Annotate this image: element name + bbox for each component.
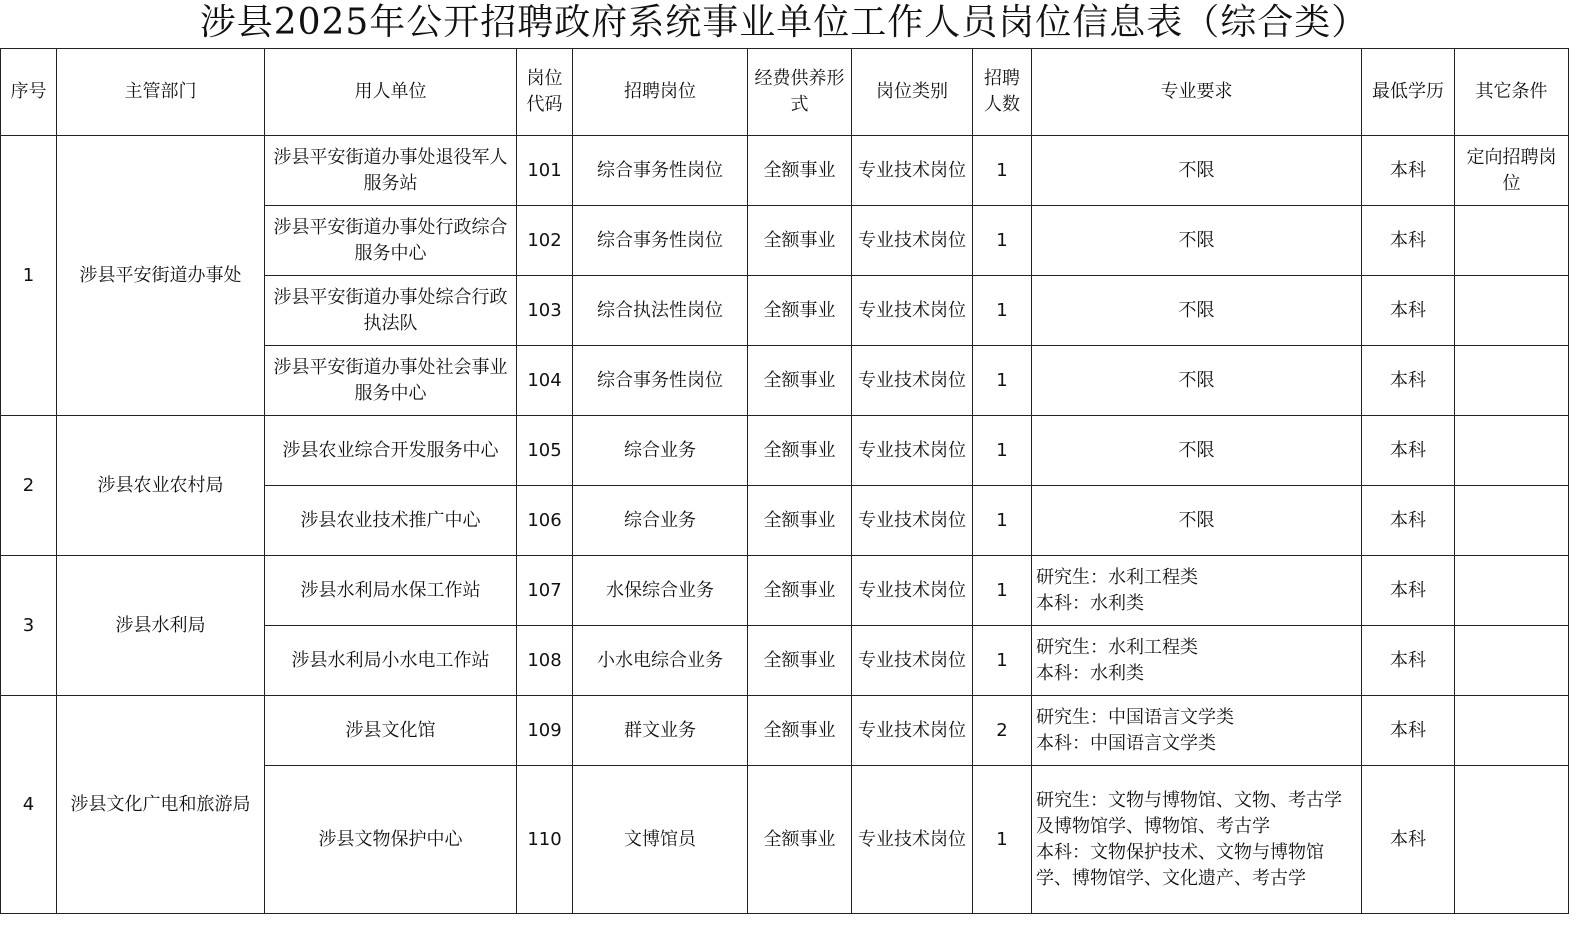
other-cell — [1455, 416, 1569, 486]
unit-cell: 涉县平安街道办事处退役军人服务站 — [265, 136, 517, 206]
post-cell: 综合事务性岗位 — [573, 136, 748, 206]
seq-cell: 4 — [1, 696, 57, 914]
dept-cell: 涉县水利局 — [57, 556, 265, 696]
major-cell: 不限 — [1032, 416, 1362, 486]
other-cell — [1455, 696, 1569, 766]
funding-cell: 全额事业 — [748, 206, 852, 276]
code-cell: 108 — [517, 626, 573, 696]
code-cell: 106 — [517, 486, 573, 556]
category-cell: 专业技术岗位 — [852, 206, 973, 276]
post-cell: 水保综合业务 — [573, 556, 748, 626]
category-cell: 专业技术岗位 — [852, 486, 973, 556]
col-header-major: 专业要求 — [1032, 49, 1362, 136]
code-cell: 105 — [517, 416, 573, 486]
col-header-post: 招聘岗位 — [573, 49, 748, 136]
category-cell: 专业技术岗位 — [852, 626, 973, 696]
col-header-count: 招聘人数 — [973, 49, 1032, 136]
col-header-code: 岗位代码 — [517, 49, 573, 136]
table-row — [1, 136, 1569, 206]
table-row — [1, 556, 1569, 626]
major-cell: 不限 — [1032, 346, 1362, 416]
other-cell — [1455, 346, 1569, 416]
funding-cell: 全额事业 — [748, 276, 852, 346]
count-cell: 1 — [973, 486, 1032, 556]
seq-cell: 2 — [1, 416, 57, 556]
major-cell: 不限 — [1032, 136, 1362, 206]
category-cell: 专业技术岗位 — [852, 766, 973, 914]
count-cell: 1 — [973, 766, 1032, 914]
edu-cell: 本科 — [1362, 346, 1455, 416]
dept-cell: 涉县农业农村局 — [57, 416, 265, 556]
col-header-unit: 用人单位 — [265, 49, 517, 136]
category-cell: 专业技术岗位 — [852, 346, 973, 416]
col-header-funding: 经费供养形式 — [748, 49, 852, 136]
category-cell: 专业技术岗位 — [852, 556, 973, 626]
funding-cell: 全额事业 — [748, 486, 852, 556]
category-cell: 专业技术岗位 — [852, 416, 973, 486]
unit-cell: 涉县农业综合开发服务中心 — [265, 416, 517, 486]
count-cell: 1 — [973, 626, 1032, 696]
code-cell: 107 — [517, 556, 573, 626]
unit-cell: 涉县文物保护中心 — [265, 766, 517, 914]
col-header-category: 岗位类别 — [852, 49, 973, 136]
count-cell: 2 — [973, 696, 1032, 766]
count-cell: 1 — [973, 276, 1032, 346]
count-cell: 1 — [973, 136, 1032, 206]
funding-cell: 全额事业 — [748, 416, 852, 486]
post-cell: 小水电综合业务 — [573, 626, 748, 696]
code-cell: 110 — [517, 766, 573, 914]
major-cell: 不限 — [1032, 276, 1362, 346]
post-cell: 综合事务性岗位 — [573, 346, 748, 416]
post-cell: 综合事务性岗位 — [573, 206, 748, 276]
table-row — [1, 696, 1569, 766]
funding-cell: 全额事业 — [748, 136, 852, 206]
code-cell: 103 — [517, 276, 573, 346]
edu-cell: 本科 — [1362, 136, 1455, 206]
unit-cell: 涉县水利局水保工作站 — [265, 556, 517, 626]
table-row — [1, 416, 1569, 486]
col-header-other: 其它条件 — [1455, 49, 1569, 136]
category-cell: 专业技术岗位 — [852, 276, 973, 346]
col-header-seq: 序号 — [1, 49, 57, 136]
page-title: 涉县2025年公开招聘政府系统事业单位工作人员岗位信息表（综合类） — [199, 2, 1369, 43]
count-cell: 1 — [973, 556, 1032, 626]
other-cell: 定向招聘岗位 — [1455, 136, 1569, 206]
major-cell: 研究生：水利工程类 本科：水利类 — [1032, 626, 1362, 696]
funding-cell: 全额事业 — [748, 766, 852, 914]
other-cell — [1455, 626, 1569, 696]
funding-cell: 全额事业 — [748, 696, 852, 766]
major-cell: 不限 — [1032, 486, 1362, 556]
other-cell — [1455, 486, 1569, 556]
post-cell: 综合业务 — [573, 486, 748, 556]
post-cell: 综合执法性岗位 — [573, 276, 748, 346]
unit-cell: 涉县平安街道办事处综合行政执法队 — [265, 276, 517, 346]
unit-cell: 涉县水利局小水电工作站 — [265, 626, 517, 696]
category-cell: 专业技术岗位 — [852, 136, 973, 206]
other-cell — [1455, 206, 1569, 276]
post-cell: 文博馆员 — [573, 766, 748, 914]
seq-cell: 1 — [1, 136, 57, 416]
code-cell: 109 — [517, 696, 573, 766]
post-cell: 综合业务 — [573, 416, 748, 486]
edu-cell: 本科 — [1362, 486, 1455, 556]
count-cell: 1 — [973, 416, 1032, 486]
unit-cell: 涉县平安街道办事处行政综合服务中心 — [265, 206, 517, 276]
funding-cell: 全额事业 — [748, 626, 852, 696]
major-cell: 研究生：文物与博物馆、文物、考古学及博物馆学、博物馆、考古学 本科：文物保护技术、文物与博物馆学、博物馆学、文化遗产、考古学 — [1032, 766, 1362, 914]
other-cell — [1455, 276, 1569, 346]
header-row — [1, 49, 1569, 136]
edu-cell: 本科 — [1362, 696, 1455, 766]
col-header-dept: 主管部门 — [57, 49, 265, 136]
count-cell: 1 — [973, 206, 1032, 276]
unit-cell: 涉县平安街道办事处社会事业服务中心 — [265, 346, 517, 416]
col-header-edu: 最低学历 — [1362, 49, 1455, 136]
dept-cell: 涉县文化广电和旅游局 — [57, 696, 265, 914]
seq-cell: 3 — [1, 556, 57, 696]
position-table — [0, 48, 1569, 914]
edu-cell: 本科 — [1362, 626, 1455, 696]
category-cell: 专业技术岗位 — [852, 696, 973, 766]
funding-cell: 全额事业 — [748, 346, 852, 416]
major-cell: 不限 — [1032, 206, 1362, 276]
dept-cell: 涉县平安街道办事处 — [57, 136, 265, 416]
major-cell: 研究生：水利工程类 本科：水利类 — [1032, 556, 1362, 626]
other-cell — [1455, 766, 1569, 914]
other-cell — [1455, 556, 1569, 626]
edu-cell: 本科 — [1362, 556, 1455, 626]
major-cell: 研究生：中国语言文学类 本科：中国语言文学类 — [1032, 696, 1362, 766]
unit-cell: 涉县农业技术推广中心 — [265, 486, 517, 556]
code-cell: 104 — [517, 346, 573, 416]
edu-cell: 本科 — [1362, 276, 1455, 346]
edu-cell: 本科 — [1362, 206, 1455, 276]
code-cell: 102 — [517, 206, 573, 276]
count-cell: 1 — [973, 346, 1032, 416]
post-cell: 群文业务 — [573, 696, 748, 766]
unit-cell: 涉县文化馆 — [265, 696, 517, 766]
edu-cell: 本科 — [1362, 416, 1455, 486]
code-cell: 101 — [517, 136, 573, 206]
funding-cell: 全额事业 — [748, 556, 852, 626]
edu-cell: 本科 — [1362, 766, 1455, 914]
